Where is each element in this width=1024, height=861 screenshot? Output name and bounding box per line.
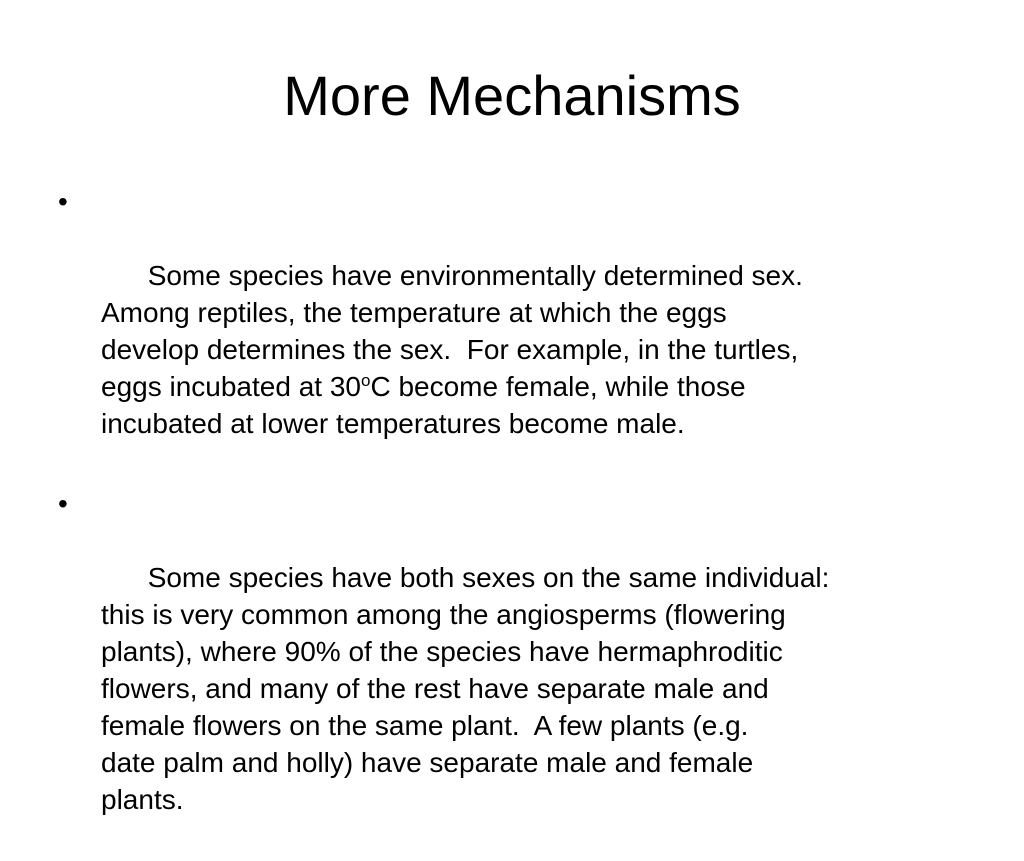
bullet-line: Some species have both sexes on the same individual: (147, 562, 830, 593)
bullet-line: develop determines the sex. For example, in the turtles, (101, 334, 799, 365)
bullet-line: date palm and holly) have separate male and female (101, 747, 754, 778)
slide-title: More Mechanisms (283, 64, 741, 127)
bullet-item-both-sexes (58, 485, 978, 855)
bullet-line: Some species have environmentally determined sex. (147, 260, 803, 291)
bullet-marker: • (58, 186, 68, 217)
bullet-marker: • (58, 488, 68, 519)
bullet-line: plants. (101, 784, 184, 815)
bullet-text (101, 260, 803, 439)
bullet-list (58, 183, 978, 861)
bullet-line: plants), where 90% of the species have hermaphroditic (101, 636, 783, 667)
bullet-line-segment: C become female, while those (370, 371, 746, 402)
bullet-text (101, 562, 829, 815)
bullet-line: Among reptiles, the temperature at which the eggs (101, 297, 727, 328)
degree-superscript: o (360, 371, 371, 390)
bullet-line-segment: eggs incubated at 30 (101, 371, 361, 402)
bullet-line: flowers, and many of the rest have separate male and (101, 673, 769, 704)
bullet-line: this is very common among the angiosperms (flowering (101, 599, 786, 630)
bullet-line: incubated at lower temperatures become male. (101, 408, 685, 439)
bullet-item-environmental-sex (58, 183, 978, 479)
bullet-line: female flowers on the same plant. A few plants (e.g. (101, 710, 749, 741)
